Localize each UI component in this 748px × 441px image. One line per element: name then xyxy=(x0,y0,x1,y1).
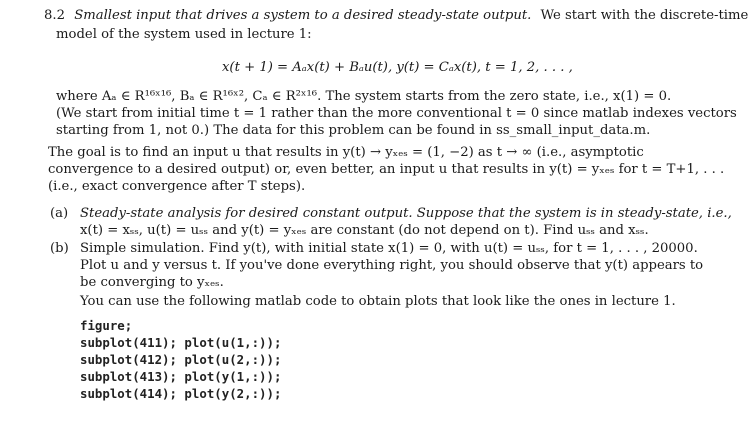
system-equation: x(t + 1) = Aₐx(t) + Bₐu(t), y(t) = Cₐx(t), t = 1, 2, . . . , xyxy=(222,60,573,75)
part-a-line-1: Steady-state analysis for desired constant output. Suppose that the system is in steady-state, i.e., xyxy=(80,206,732,221)
part-a-label: (a) xyxy=(50,206,69,221)
code-line-3: subplot(412); plot(u(2,:)); xyxy=(80,352,282,367)
code-line-4: subplot(413); plot(y(1,:)); xyxy=(80,369,282,384)
part-b-line-2: Plot u and y versus t. If you've done everything right, you should observe that y(t) appears to xyxy=(80,258,704,273)
problem-heading xyxy=(44,8,748,24)
problem-number: 8.2 xyxy=(44,8,65,23)
part-b-line-4: You can use the following matlab code to obtain plots that look like the ones in lecture 1. xyxy=(80,294,676,309)
part-b-line-1: Simple simulation. Find y(t), with initial state x(1) = 0, with u(t) = uₛₛ, for t = 1, . . . , 20000. xyxy=(80,241,698,256)
part-a-line-2: x(t) = xₛₛ, u(t) = uₛₛ and y(t) = yₓₑₛ are constant (do not depend on t). Find uₛₛ and xₛₛ. xyxy=(80,223,649,238)
part-b-line-3: be converging to yₓₑₛ. xyxy=(80,275,224,290)
goal-line-3: (i.e., exact convergence after T steps). xyxy=(48,179,306,194)
intro-line-1: where Aₐ ∈ R¹⁶ˣ¹⁶, Bₐ ∈ R¹⁶ˣ², Cₐ ∈ R²ˣ¹⁶. The system starts from the zero state, i.e., x(1) = 0. xyxy=(56,89,672,104)
intro-line-2: (We start from initial time t = 1 rather than the more conventional t = 0 since matlab indexes vectors xyxy=(56,106,737,121)
code-line-2: subplot(411); plot(u(1,:)); xyxy=(80,335,282,350)
heading-line-2: model of the system used in lecture 1: xyxy=(56,27,312,42)
code-line-5: subplot(414); plot(y(2,:)); xyxy=(80,386,282,401)
code-line-1: figure; xyxy=(80,318,133,333)
goal-line-1: The goal is to find an input u that results in y(t) → yₓₑₛ = (1, −2) as t → ∞ (i.e., asymptotic xyxy=(48,145,644,160)
heading-continuation: We start with the discrete-time xyxy=(540,8,748,23)
intro-line-3: starting from 1, not 0.) The data for this problem can be found in ss_small_input_data.m. xyxy=(56,123,651,138)
goal-line-2: convergence to a desired output) or, even better, an input u that results in y(t) = yₓₑₛ for t = T+1, . . . xyxy=(48,162,725,177)
part-b-label: (b) xyxy=(50,241,69,256)
problem-title: Smallest input that drives a system to a desired steady-state output. xyxy=(74,8,532,23)
